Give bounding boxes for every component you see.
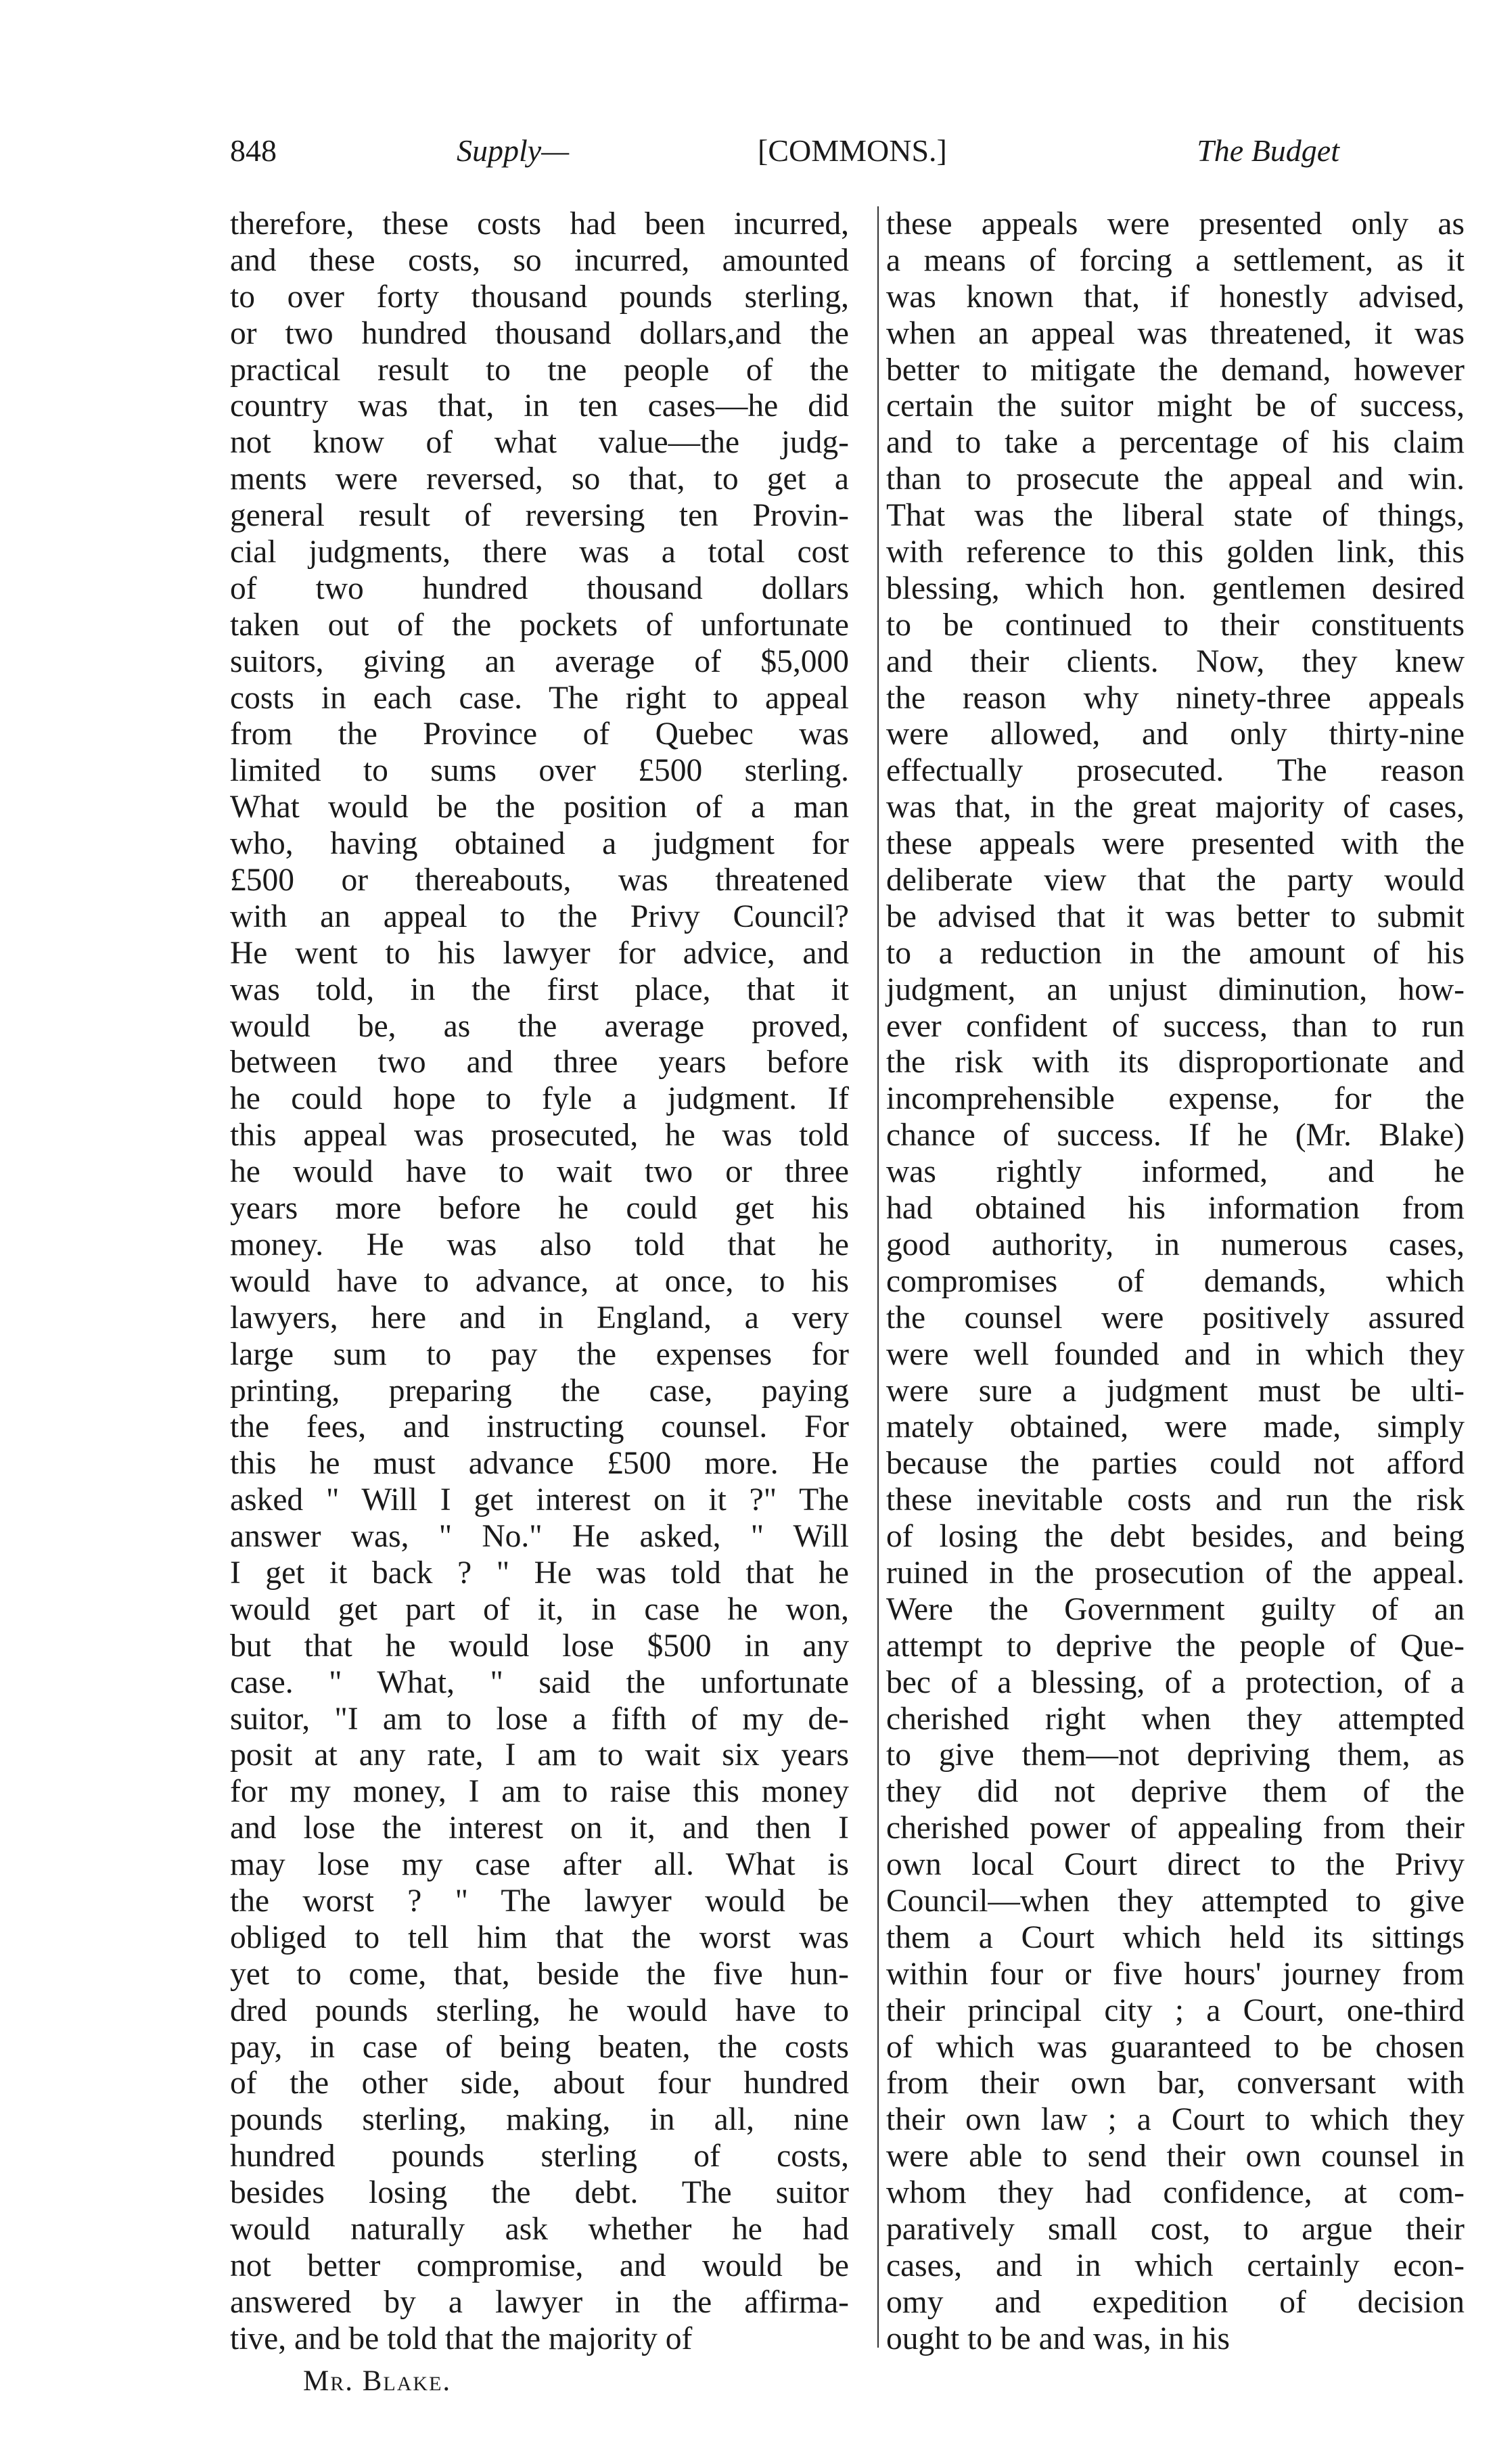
text-line: of which was guaranteed to be chosen <box>886 2029 1465 2065</box>
text-line: asked " Will I get interest on it ?" The <box>230 1482 849 1518</box>
text-line: the reason why ninety-three appeals <box>886 680 1465 716</box>
left-text-column <box>230 206 849 2358</box>
text-line: of losing the debt besides, and being <box>886 1519 1465 1555</box>
text-line: £500 or thereabouts, was threatened <box>230 863 849 898</box>
text-line: not know of what value—the judg- <box>230 425 849 461</box>
text-line: these appeals were presented with the <box>886 826 1465 862</box>
text-line: yet to come, that, beside the five hun- <box>230 1956 849 1992</box>
text-line: deliberate view that the party would <box>886 863 1465 898</box>
text-line: or two hundred thousand dollars,and the <box>230 315 849 351</box>
text-line: posit at any rate, I am to wait six years <box>230 1737 849 1773</box>
text-line: their own law ; a Court to which they <box>886 2102 1465 2138</box>
text-line: were able to send their own counsel in <box>886 2139 1465 2174</box>
text-line: suitors, giving an average of $5,000 <box>230 643 849 679</box>
text-line: Were the Government guilty of an <box>886 1591 1465 1627</box>
text-line: he could hope to fyle a judgment. If <box>230 1081 849 1117</box>
text-line: years more before he could get his <box>230 1191 849 1227</box>
text-line: this he must advance £500 more. He <box>230 1446 849 1482</box>
text-line: from their own bar, conversant with <box>886 2066 1465 2101</box>
text-line: was that, in the great majority of cases, <box>886 790 1465 825</box>
text-line: suitor, "I am to lose a fifth of my de- <box>230 1701 849 1737</box>
text-line: from the Province of Quebec was <box>230 716 849 752</box>
text-line: were well founded and in which they <box>886 1336 1465 1372</box>
text-line: certain the suitor might be of success, <box>886 388 1465 424</box>
page-number: 848 <box>230 133 277 168</box>
text-line: would have to advance, at once, to his <box>230 1263 849 1299</box>
text-line: large sum to pay the expenses for <box>230 1336 849 1372</box>
text-line: effectually prosecuted. The reason <box>886 753 1465 789</box>
text-line: cases, and in which certainly econ- <box>886 2248 1465 2283</box>
text-line: good authority, in numerous cases, <box>886 1227 1465 1262</box>
text-line: He went to his lawyer for advice, and <box>230 935 849 971</box>
text-line: the worst ? " The lawyer would be <box>230 1883 849 1919</box>
text-line: for my money, I am to raise this money <box>230 1774 849 1810</box>
text-line: case. " What, " said the unfortunate <box>230 1664 849 1700</box>
text-line: were sure a judgment must be ulti- <box>886 1373 1465 1409</box>
running-head-center: [COMMONS.] <box>758 133 947 168</box>
text-line: to over forty thousand pounds sterling, <box>230 279 849 315</box>
text-line: would be, as the average proved, <box>230 1008 849 1044</box>
text-line: the counsel were positively assured <box>886 1300 1465 1336</box>
text-line: costs in each case. The right to appeal <box>230 680 849 716</box>
text-line: That was the liberal state of things, <box>886 498 1465 534</box>
text-line: cherished right when they attempted <box>886 1701 1465 1737</box>
text-line: was told, in the first place, that it <box>230 972 849 1007</box>
text-line: they did not deprive them of the <box>886 1774 1465 1810</box>
text-line: and these costs, so incurred, amounted <box>230 242 849 278</box>
text-line: he would have to wait two or three <box>230 1154 849 1190</box>
text-line: and to take a percentage of his claim <box>886 425 1465 461</box>
text-line: their principal city ; a Court, one-third <box>886 1992 1465 2028</box>
text-line: with an appeal to the Privy Council? <box>230 898 849 934</box>
text-line: practical result to tne people of the <box>230 352 849 388</box>
text-line: attempt to deprive the people of Que- <box>886 1628 1465 1664</box>
text-line: therefore, these costs had been incurred, <box>230 206 849 242</box>
text-line: ought to be and was, in his <box>886 2321 1230 2356</box>
text-line: whom they had confidence, at com- <box>886 2175 1465 2211</box>
text-line: Council—when they attempted to give <box>886 1883 1465 1919</box>
text-line: answer was, " No." He asked, " Will <box>230 1519 849 1555</box>
text-line: and their clients. Now, they knew <box>886 643 1465 679</box>
page-header <box>230 133 1339 180</box>
text-line: who, having obtained a judgment for <box>230 826 849 862</box>
text-line: lawyers, here and in England, a very <box>230 1300 849 1336</box>
text-line: answered by a lawyer in the affirma- <box>230 2284 849 2320</box>
text-line: What would be the position of a man <box>230 790 849 825</box>
text-line: but that he would lose $500 in any <box>230 1628 849 1664</box>
text-line: ments were reversed, so that, to get a <box>230 461 849 497</box>
text-line: printing, preparing the case, paying <box>230 1373 849 1409</box>
text-line: the fees, and instructing counsel. For <box>230 1409 849 1445</box>
text-line: because the parties could not afford <box>886 1446 1465 1482</box>
text-line: obliged to tell him that the worst was <box>230 1919 849 1955</box>
text-line: general result of reversing ten Provin- <box>230 498 849 534</box>
text-line: to be continued to their constituents <box>886 607 1465 643</box>
text-line: of two hundred thousand dollars <box>230 570 849 606</box>
text-line: when an appeal was threatened, it was <box>886 315 1465 351</box>
text-line: than to prosecute the appeal and win. <box>886 461 1465 497</box>
text-line: compromises of demands, which <box>886 1263 1465 1299</box>
text-line: incomprehensible expense, for the <box>886 1081 1465 1117</box>
text-line: not better compromise, and would be <box>230 2248 849 2283</box>
text-line: this appeal was prosecuted, he was told <box>230 1118 849 1154</box>
text-line: limited to sums over £500 sterling. <box>230 753 849 789</box>
text-line: taken out of the pockets of unfortunate <box>230 607 849 643</box>
text-line: bec of a blessing, of a protection, of a <box>886 1664 1465 1700</box>
speaker-footer: Mr. Blake. <box>303 2365 452 2397</box>
text-line: would get part of it, in case he won, <box>230 1591 849 1627</box>
text-line: I get it back ? " He was told that he <box>230 1555 849 1591</box>
text-line: was rightly informed, and he <box>886 1154 1465 1190</box>
text-line: ever confident of success, than to run <box>886 1008 1465 1044</box>
running-head-right: The Budget <box>1197 133 1339 168</box>
text-line: would naturally ask whether he had <box>230 2211 849 2247</box>
text-line: besides losing the debt. The suitor <box>230 2175 849 2211</box>
text-line: ruined in the prosecution of the appeal. <box>886 1555 1465 1591</box>
text-line: be advised that it was better to submit <box>886 898 1465 934</box>
text-line: dred pounds sterling, he would have to <box>230 1992 849 2028</box>
text-line: of the other side, about four hundred <box>230 2066 849 2101</box>
text-line: judgment, an unjust diminution, how- <box>886 972 1465 1007</box>
text-line: these inevitable costs and run the risk <box>886 1482 1465 1518</box>
text-line: pay, in case of being beaten, the costs <box>230 2029 849 2065</box>
text-line: a means of forcing a settlement, as it <box>886 242 1465 278</box>
text-line: hundred pounds sterling of costs, <box>230 2139 849 2174</box>
text-line: chance of success. If he (Mr. Blake) <box>886 1118 1465 1154</box>
column-divider <box>877 206 879 2348</box>
text-line: pounds sterling, making, in all, nine <box>230 2102 849 2138</box>
text-line: may lose my case after all. What is <box>230 1847 849 1883</box>
text-line: blessing, which hon. gentlemen desired <box>886 570 1465 606</box>
running-head-left: Supply— <box>457 133 570 168</box>
text-line: country was that, in ten cases—he did <box>230 388 849 424</box>
text-line: had obtained his information from <box>886 1191 1465 1227</box>
text-line: was known that, if honestly advised, <box>886 279 1465 315</box>
text-line: them a Court which held its sittings <box>886 1919 1465 1955</box>
text-line: omy and expedition of decision <box>886 2284 1465 2320</box>
text-line: to a reduction in the amount of his <box>886 935 1465 971</box>
text-line: tive, and be told that the majority of <box>230 2321 693 2356</box>
text-line: mately obtained, were made, simply <box>886 1409 1465 1445</box>
text-line: were allowed, and only thirty-nine <box>886 716 1465 752</box>
text-line: to give them—not depriving them, as <box>886 1737 1465 1773</box>
text-line: between two and three years before <box>230 1045 849 1080</box>
text-line: cherished power of appealing from their <box>886 1810 1465 1846</box>
text-line: better to mitigate the demand, however <box>886 352 1465 388</box>
text-line: within four or five hours' journey from <box>886 1956 1465 1992</box>
text-line: with reference to this golden link, this <box>886 534 1465 570</box>
text-line: the risk with its disproportionate and <box>886 1045 1465 1080</box>
text-line: paratively small cost, to argue their <box>886 2211 1465 2247</box>
text-line: cial judgments, there was a total cost <box>230 534 849 570</box>
text-line: and lose the interest on it, and then I <box>230 1810 849 1846</box>
text-line: own local Court direct to the Privy <box>886 1847 1465 1883</box>
text-line: these appeals were presented only as <box>886 206 1465 242</box>
text-line: money. He was also told that he <box>230 1227 849 1262</box>
right-text-column <box>886 206 1465 2358</box>
